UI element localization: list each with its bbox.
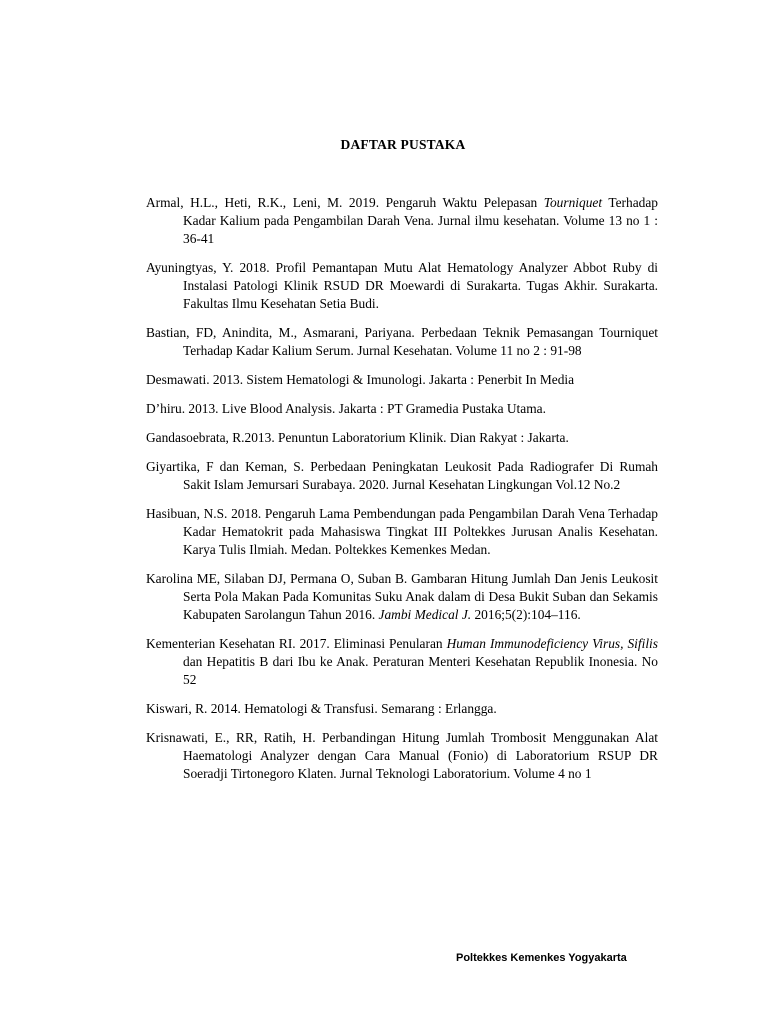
reference-italic-text: Jambi Medical J. — [378, 607, 472, 622]
reference-entry — [146, 400, 658, 418]
reference-text: Gandasoebrata, R.2013. Penuntun Laboratorium Klinik. Dian Rakyat : Jakarta. — [146, 430, 569, 445]
reference-entry — [146, 700, 658, 718]
reference-text: Karolina ME, Silaban DJ, Permana O, Suban B. Gambaran Hitung Jumlah Dan Jenis Leukosit Serta Pola Makan Pada Komunitas Suku Anak dalam di Desa Bukit Suban dan Sekamis Kabupaten Sarolangun Tahun 2016. — [146, 571, 658, 622]
reference-entry — [146, 194, 658, 248]
reference-text: Desmawati. 2013. Sistem Hematologi & Imunologi. Jakarta : Penerbit In Media — [146, 372, 575, 387]
reference-entry — [146, 505, 658, 559]
page-footer: Poltekkes Kemenkes Yogyakarta — [456, 952, 627, 964]
reference-entry — [146, 259, 658, 313]
reference-entry — [146, 371, 658, 389]
reference-entry — [146, 429, 658, 447]
reference-entry — [146, 324, 658, 360]
reference-text: Kiswari, R. 2014. Hematologi & Transfusi. Semarang : Erlangga. — [146, 701, 497, 716]
reference-text: dan Hepatitis B dari Ibu ke Anak. Peraturan Menteri Kesehatan Republik Inonesia. No 52 — [183, 654, 658, 687]
reference-entry — [146, 729, 658, 783]
reference-text: 2016;5(2):104–116. — [471, 607, 581, 622]
reference-text: Giyartika, F dan Keman, S. Perbedaan Peningkatan Leukosit Pada Radiografer Di Rumah Sakit Islam Jemursari Surabaya. 2020. Jurnal Kesehatan Lingkungan Vol.12 No.2 — [146, 459, 658, 492]
reference-entry — [146, 458, 658, 494]
reference-text: Hasibuan, N.S. 2018. Pengaruh Lama Pembendungan pada Pengambilan Darah Vena Terhadap Kadar Hematokrit pada Mahasiswa Tingkat III Poltekkes Jurusan Analis Kesehatan. Karya Tulis Ilmiah. Medan. Poltekkes Kemenkes Medan. — [146, 506, 658, 557]
reference-italic-text: Tourniquet — [543, 195, 603, 210]
reference-text: Terhadap Kadar Kalium pada Pengambilan Darah Vena. Jurnal ilmu kesehatan. Volume 13 no 1 : 36-41 — [183, 195, 658, 246]
reference-italic-text: Human Immunodeficiency Virus, Sifilis — [446, 636, 658, 651]
reference-text: Bastian, FD, Anindita, M., Asmarani, Pariyana. Perbedaan Teknik Pemasangan Tourniquet Terhadap Kadar Kalium Serum. Jurnal Kesehatan. Volume 11 no 2 : 91-98 — [146, 325, 658, 358]
reference-list — [146, 194, 658, 794]
reference-text: Armal, H.L., Heti, R.K., Leni, M. 2019. Pengaruh Waktu Pelepasan — [146, 195, 544, 210]
reference-entry — [146, 570, 658, 624]
reference-text: Kementerian Kesehatan RI. 2017. Eliminasi Penularan — [146, 636, 447, 651]
reference-text: Ayuningtyas, Y. 2018. Profil Pemantapan Mutu Alat Hematology Analyzer Abbot Ruby di Instalasi Patologi Klinik RSUD DR Moewardi di Surakarta. Tugas Akhir. Surakarta. Fakultas Ilmu Kesehatan Setia Budi. — [146, 260, 658, 311]
reference-text: Krisnawati, E., RR, Ratih, H. Perbandingan Hitung Jumlah Trombosit Menggunakan Alat Haematologi Analyzer dengan Cara Manual (Fonio) di Laboratorium RSUP DR Soeradji Tirtonegoro Klaten. Jurnal Teknologi Laboratorium. Volume 4 no 1 — [146, 730, 658, 781]
reference-text: D’hiru. 2013. Live Blood Analysis. Jakarta : PT Gramedia Pustaka Utama. — [146, 401, 546, 416]
reference-entry — [146, 635, 658, 689]
page-title: DAFTAR PUSTAKA — [340, 137, 466, 152]
